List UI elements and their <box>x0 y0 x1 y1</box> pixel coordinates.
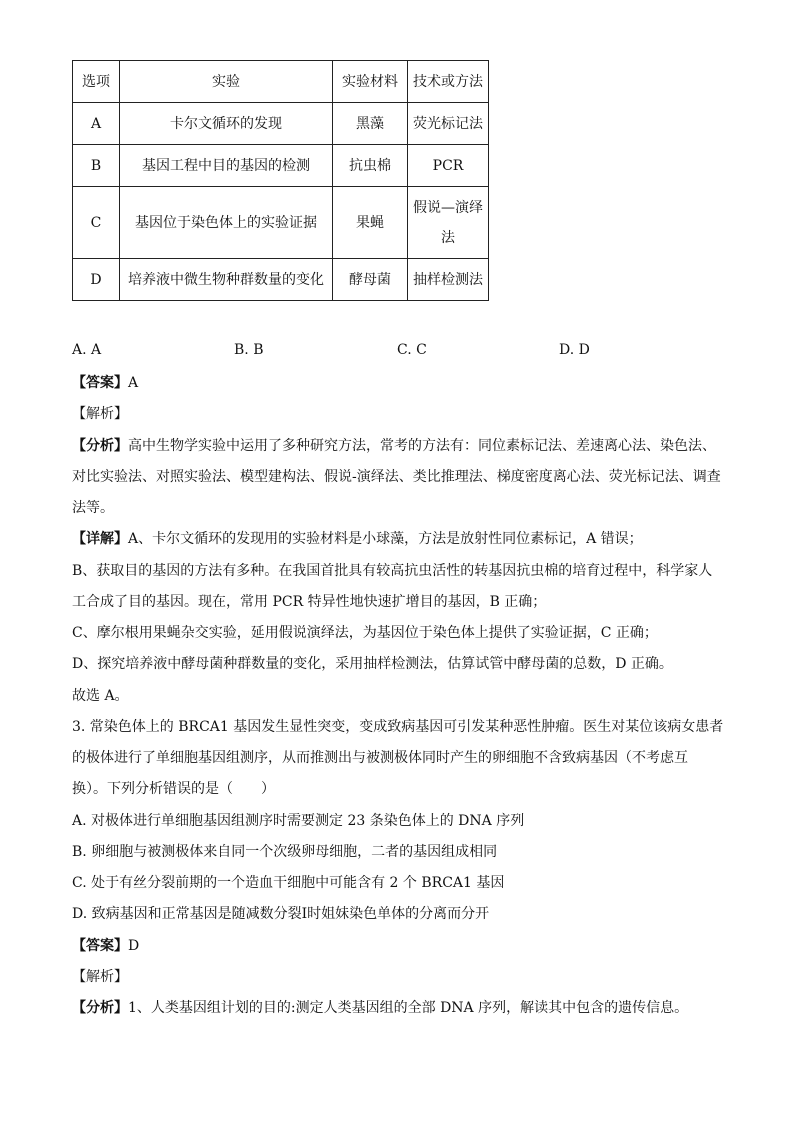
q2-conclusion: 故选 A。 <box>72 688 129 704</box>
q3-analysis-tag: 【解析】 <box>72 969 128 985</box>
cell-method-line2: 法 <box>441 229 455 246</box>
q3-option-a: A. 对极体进行单细胞基因组测序时需要测定 23 条染色体上的 DNA 序列 <box>72 813 525 829</box>
header-material: 实验材料 <box>333 61 408 103</box>
q2-option-a: A. A <box>72 342 102 358</box>
cell-experiment: 基因位于染色体上的实验证据 <box>120 187 333 259</box>
cell-experiment: 培养液中微生物种群数量的变化 <box>120 259 333 301</box>
q3-fenxi <box>72 998 732 1018</box>
q2-options <box>72 342 732 362</box>
experiment-table <box>72 60 489 301</box>
cell-option: C <box>73 187 120 259</box>
q2-xiangjie-line4: C、摩尔根用果蝇杂交实验，延用假说演绎法，为基因位于染色体上提供了实验证据，C 正确； <box>72 625 658 641</box>
table-row <box>73 145 489 187</box>
cell-experiment: 基因工程中目的基因的检测 <box>120 145 333 187</box>
xiangjie-tag: 【详解】 <box>72 531 128 547</box>
cell-option: A <box>73 103 120 145</box>
q2-xiangjie-line5: D、探究培养液中酵母菌种群数量的变化，采用抽样检测法，估算试管中酵母菌的总数，D 正确。 <box>72 656 673 672</box>
cell-material: 黑藻 <box>333 103 408 145</box>
xiangjie-text: A、卡尔文循环的发现用的实验材料是小球藻，方法是放射性同位素标记，A 错误； <box>128 531 643 547</box>
table-row <box>73 103 489 145</box>
cell-option: D <box>73 259 120 301</box>
header-option: 选项 <box>73 61 120 103</box>
q2-option-b: B. B <box>234 342 264 358</box>
table-row <box>73 187 489 259</box>
q2-xiangjie-line3: 工合成了目的基因。现在，常用 PCR 特异性地快速扩增目的基因，B 正确； <box>72 594 547 610</box>
q3-stem-line1: 3. 常染色体上的 BRCA1 基因发生显性突变，变成致病基因可引发某种恶性肿瘤。医生对某位该病女患者 <box>72 719 724 735</box>
cell-experiment: 卡尔文循环的发现 <box>120 103 333 145</box>
q2-fenxi <box>72 436 732 456</box>
q3-stem-line3: 换）。下列分析错误的是（ ） <box>72 781 275 797</box>
cell-material: 抗虫棉 <box>333 145 408 187</box>
answer-tag: 【答案】 <box>72 375 128 391</box>
cell-method: 抽样检测法 <box>408 259 489 301</box>
cell-material: 果蝇 <box>333 187 408 259</box>
q2-fenxi-line3: 法等。 <box>72 500 114 516</box>
fenxi-tag: 【分析】 <box>72 438 128 454</box>
q2-xiangjie-line2: B、获取目的基因的方法有多种。在我国首批具有较高抗虫活性的转基因抗虫棉的培育过程中，科学家人 <box>72 563 713 579</box>
answer-value: A <box>128 375 139 391</box>
fenxi-text: 高中生物学实验中运用了多种研究方法，常考的方法有：同位素标记法、差速离心法、染色法、 <box>128 438 716 454</box>
cell-method: PCR <box>408 145 489 187</box>
q2-fenxi-line2: 对比实验法、对照实验法、模型建构法、假说-演绎法、类比推理法、梯度密度离心法、荧光标记法、调查 <box>72 469 721 485</box>
q3-option-b: B. 卵细胞与被测极体来自同一个次级卵母细胞，二者的基因组成相同 <box>72 844 498 860</box>
cell-method-line1: 假说—演绎 <box>413 199 483 216</box>
answer-tag: 【答案】 <box>72 938 128 954</box>
fenxi-text: 1、人类基因组计划的目的:测定人类基因组的全部 DNA 序列，解读其中包含的遗传信息。 <box>128 1000 689 1016</box>
cell-method <box>408 187 489 259</box>
q3-answer <box>72 936 732 956</box>
q2-analysis-tag: 【解析】 <box>72 406 128 422</box>
q3-option-d: D. 致病基因和正常基因是随减数分裂Ⅰ时姐妹染色单体的分离而分开 <box>72 906 490 922</box>
header-method: 技术或方法 <box>408 61 489 103</box>
answer-value: D <box>128 938 140 954</box>
q2-option-d: D. D <box>559 342 590 358</box>
cell-method: 荧光标记法 <box>408 103 489 145</box>
q3-option-c: C. 处于有丝分裂前期的一个造血干细胞中可能含有 2 个 BRCA1 基因 <box>72 875 505 891</box>
cell-material: 酵母菌 <box>333 259 408 301</box>
fenxi-tag: 【分析】 <box>72 1000 128 1016</box>
cell-option: B <box>73 145 120 187</box>
header-experiment: 实验 <box>120 61 333 103</box>
table-row <box>73 259 489 301</box>
q2-xiangjie <box>72 529 732 549</box>
table-header-row <box>73 61 489 103</box>
q2-option-c: C. C <box>397 342 427 358</box>
q2-answer <box>72 373 732 393</box>
q3-stem-line2: 的极体进行了单细胞基因组测序，从而推测出与被测极体同时产生的卵细胞不含致病基因（不考虑互 <box>72 750 688 766</box>
